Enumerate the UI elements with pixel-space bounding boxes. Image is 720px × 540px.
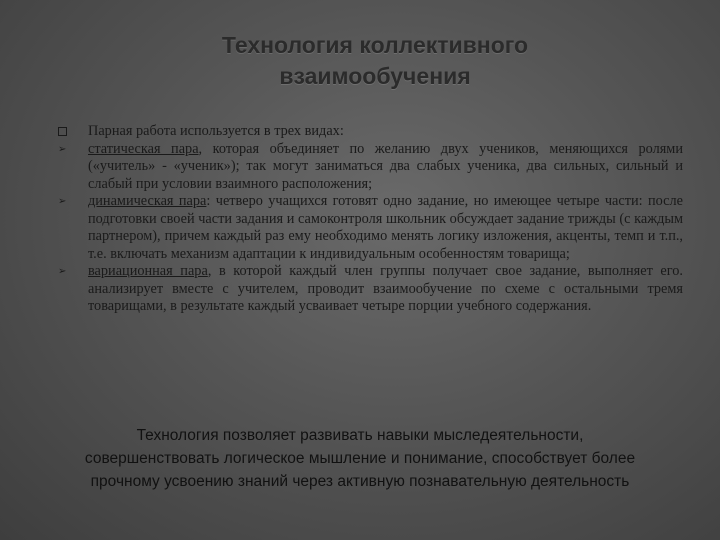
list-item — [58, 193, 683, 263]
slide-title-line2: взаимообучения — [279, 63, 471, 89]
list-item-intro — [58, 123, 683, 141]
item-description: , в которой каждый член группы получает свое задание, выполняет его. анализирует вместе с учителем, проводит взаимообучение по схеме с остальными тремя товарищами, в результате каждый усваивает четыре порции учебного содержания. — [88, 263, 683, 314]
summary-line3: прочному усвоению знаний через активную познавательную деятельность — [90, 473, 630, 490]
list-item — [58, 141, 683, 194]
item-description: , которая объединяет по желанию двух учеников, меняющихся ролями («учитель» - «ученик»); так могут заниматься два слабых ученика, два сильных, сильный и слабый при условии взаимного расположения; — [88, 140, 683, 192]
item-term: динамическая пара — [88, 193, 207, 209]
item-text — [88, 263, 683, 316]
arrow-bullet-icon: ➢ — [58, 143, 67, 155]
item-text — [88, 193, 683, 263]
summary-text — [30, 424, 690, 493]
arrow-bullet-icon: ➢ — [58, 266, 67, 277]
square-bullet-icon — [58, 127, 67, 136]
slide-title — [150, 30, 600, 92]
item-text — [88, 141, 683, 194]
item-term: вариационная пара — [88, 263, 208, 279]
list-item — [58, 263, 683, 316]
arrow-bullet-icon: ➢ — [58, 196, 67, 207]
summary-line1: Технология позволяет развивать навыки мыследеятельности, — [136, 427, 584, 444]
item-description: : четверо учащихся готовят одно задание, но имеющее четыре части: после подготовки своей части задания и самоконтроля школьник обсуждает задание трижды (с каждым партнером), причем каждый раз ему необходимо менять логику изложения, акценты, темп и т.п., т.е. включать механизм адаптации к индивидуальным особенностям товарища; — [88, 193, 684, 262]
intro-text: Парная работа используется в трех видах: — [88, 123, 344, 139]
summary-line2: совершенствовать логическое мышление и понимание, способствует более — [84, 450, 636, 467]
slide-title-line1: Технология коллективного — [221, 32, 529, 58]
item-term: статическая пара — [88, 140, 199, 157]
bullet-list — [58, 123, 683, 316]
